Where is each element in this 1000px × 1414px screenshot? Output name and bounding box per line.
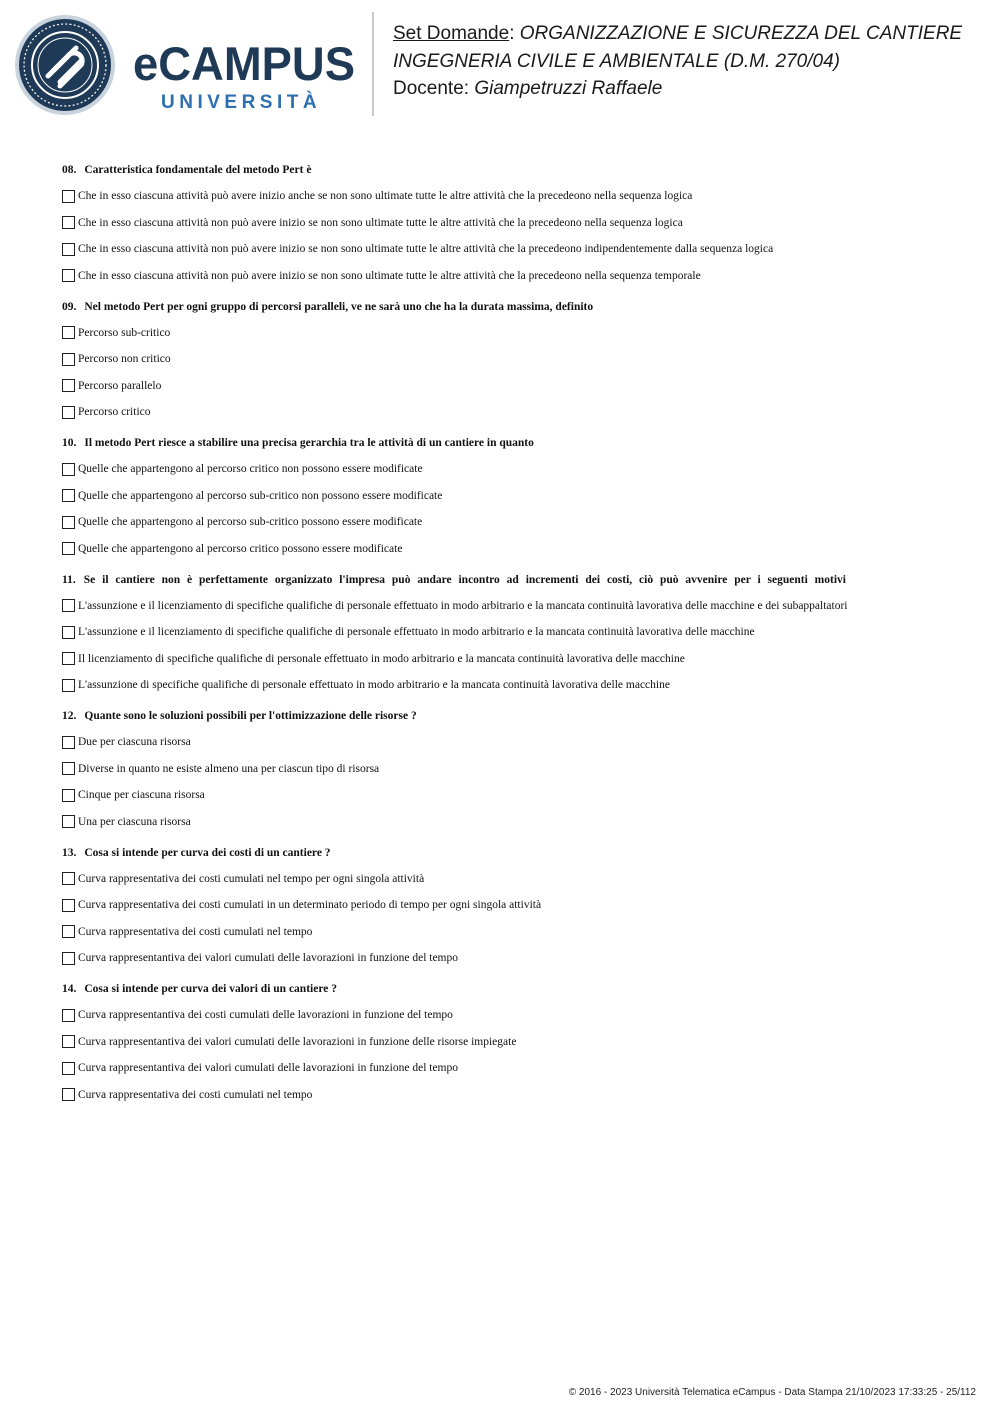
question-number: 12. xyxy=(62,710,77,722)
answer-option[interactable] xyxy=(62,188,962,204)
checkbox[interactable] xyxy=(62,789,75,802)
answer-option[interactable] xyxy=(62,787,962,803)
checkbox[interactable] xyxy=(62,190,75,203)
option-label: Che in esso ciascuna attività può avere inizio anche se non sono ultimate tutte le altre attività che la precedeono nella sequenza logica xyxy=(78,190,693,202)
answer-option[interactable] xyxy=(62,378,962,394)
checkbox[interactable] xyxy=(62,243,75,256)
option-label: Curva rappresentativa dei costi cumulati nel tempo per ogni singola attività xyxy=(78,872,425,885)
page-header xyxy=(0,0,1000,130)
header-divider xyxy=(372,12,374,116)
question-number: 09. xyxy=(62,300,77,313)
question-number: 08. xyxy=(62,164,77,176)
answer-option[interactable] xyxy=(62,514,962,530)
option-label: Percorso sub-critico xyxy=(78,326,171,339)
option-label: Che in esso ciascuna attività non può avere inizio se non sono ultimate tutte le altre attività che la precedeono indipendentemente dalla sequenza logica xyxy=(78,243,774,255)
course-title-line2: INGEGNERIA CIVILE E AMBIENTALE (D.M. 270/04) xyxy=(393,50,840,72)
course-title-line1: Set Domande: ORGANIZZAZIONE E SICUREZZA DEL CANTIERE xyxy=(393,23,963,44)
teacher-line xyxy=(393,75,993,103)
checkbox[interactable] xyxy=(62,652,75,665)
question-title xyxy=(62,981,962,997)
question-10 xyxy=(62,435,962,557)
question-number: 10. xyxy=(62,437,77,449)
answer-option[interactable] xyxy=(62,241,962,257)
question-title xyxy=(62,162,962,178)
checkbox[interactable] xyxy=(62,542,75,555)
answer-option[interactable] xyxy=(62,268,962,284)
answer-option[interactable] xyxy=(62,461,962,477)
checkbox[interactable] xyxy=(62,463,75,476)
question-title xyxy=(62,572,962,588)
answer-option[interactable] xyxy=(62,677,962,693)
answer-option[interactable] xyxy=(62,488,962,504)
checkbox[interactable] xyxy=(62,872,75,885)
option-label: Curva rappresentativa dei costi cumulati nel tempo xyxy=(78,1088,313,1101)
answer-option[interactable] xyxy=(62,950,962,966)
option-label: Due per ciascuna risorsa xyxy=(78,736,191,748)
option-label: Cinque per ciascuna risorsa xyxy=(78,789,205,801)
checkbox[interactable] xyxy=(62,762,75,775)
option-label: Una per ciascuna risorsa xyxy=(78,815,191,828)
option-label: Quelle che appartengono al percorso sub-critico non possono essere modificate xyxy=(78,489,443,502)
option-label: Curva rappresentantiva dei valori cumulati delle lavorazioni in funzione del tempo xyxy=(78,1062,459,1074)
option-label: Curva rappresentantiva dei valori cumulati delle lavorazioni in funzione del tempo xyxy=(78,952,459,964)
question-text: Caratteristica fondamentale del metodo Pert è xyxy=(84,164,312,176)
set-label: Set Domande xyxy=(393,23,510,44)
page-footer: © 2016 - 2023 Università Telematica eCampus - Data Stampa 21/10/2023 17:33:25 - 25/112 xyxy=(568,1387,976,1398)
option-label: Curva rappresentantiva dei valori cumulati delle lavorazioni in funzione delle risorse impiegate xyxy=(78,1035,517,1048)
question-09 xyxy=(62,299,962,421)
question-text: Quante sono le soluzioni possibili per l'ottimizzazione delle risorse ? xyxy=(84,710,417,722)
question-14 xyxy=(62,981,962,1103)
checkbox[interactable] xyxy=(62,269,75,282)
option-label: Quelle che appartengono al percorso sub-critico possono essere modificate xyxy=(78,516,423,528)
checkbox[interactable] xyxy=(62,489,75,502)
checkbox[interactable] xyxy=(62,516,75,529)
checkbox[interactable] xyxy=(62,899,75,912)
question-12 xyxy=(62,708,962,830)
answer-option[interactable] xyxy=(62,351,962,367)
answer-option[interactable] xyxy=(62,325,962,341)
option-label: Che in esso ciascuna attività non può avere inizio se non sono ultimate tutte le altre attività che la precedeono nella sequenza logica xyxy=(78,216,683,229)
checkbox[interactable] xyxy=(62,599,75,612)
question-title xyxy=(62,708,962,724)
answer-option[interactable] xyxy=(62,1060,962,1076)
question-text: Il metodo Pert riesce a stabilire una precisa gerarchia tra le attività di un cantiere in quanto xyxy=(84,437,534,449)
option-label: L'assunzione e il licenziamento di specifiche qualifiche di personale effettuato in modo arbitrario e la mancata continuità lavorativa delle macchine e dei subappaltatori xyxy=(78,599,848,612)
answer-option[interactable] xyxy=(62,541,962,557)
question-title xyxy=(62,845,962,861)
checkbox[interactable] xyxy=(62,1062,75,1075)
option-label: Percorso critico xyxy=(78,406,151,418)
checkbox[interactable] xyxy=(62,1035,75,1048)
option-label: Percorso parallelo xyxy=(78,379,162,392)
question-number: 14. xyxy=(62,983,77,995)
answer-option[interactable] xyxy=(62,814,962,830)
option-label: Il licenziamento di specifiche qualifiche di personale effettuato in modo arbitrario e la mancata continuità lavorativa delle macchine xyxy=(78,652,685,665)
answer-option[interactable] xyxy=(62,624,962,640)
checkbox[interactable] xyxy=(62,736,75,749)
checkbox[interactable] xyxy=(62,679,75,692)
answer-option[interactable] xyxy=(62,598,962,614)
checkbox[interactable] xyxy=(62,952,75,965)
question-text: Nel metodo Pert per ogni gruppo di percorsi paralleli, ve ne sarà uno che ha la durata massima, definito xyxy=(84,300,594,313)
question-13 xyxy=(62,845,962,967)
checkbox[interactable] xyxy=(62,925,75,938)
answer-option[interactable] xyxy=(62,734,962,750)
checkbox[interactable] xyxy=(62,626,75,639)
checkbox[interactable] xyxy=(62,216,75,229)
answer-option[interactable] xyxy=(62,215,962,231)
course-name: ORGANIZZAZIONE E SICUREZZA DEL CANTIERE xyxy=(519,23,963,44)
teacher-label: Docente: xyxy=(393,78,470,99)
option-label: Quelle che appartengono al percorso critico possono essere modificate xyxy=(78,542,403,555)
answer-option[interactable] xyxy=(62,871,962,887)
option-label: Quelle che appartengono al percorso critico non possono essere modificate xyxy=(78,463,423,475)
question-text: Se il cantiere non è perfettamente organizzato l'impresa può andare incontro ad incrementi dei costi, ciò può avvenire per i seguenti motivi xyxy=(83,573,846,586)
question-list xyxy=(62,162,962,1118)
question-number: 11. xyxy=(62,573,76,586)
ecampus-wordmark-logo xyxy=(133,36,358,114)
answer-option[interactable] xyxy=(62,924,962,940)
checkbox[interactable] xyxy=(62,1009,75,1022)
teacher-name: Giampetruzzi Raffaele xyxy=(474,78,663,99)
svg-text:eCAMPUS: eCAMPUS xyxy=(133,37,355,90)
option-label: L'assunzione e il licenziamento di specifiche qualifiche di personale effettuato in modo arbitrario e la mancata continuità lavorativa delle macchine xyxy=(78,626,755,638)
question-title xyxy=(62,299,962,315)
question-08 xyxy=(62,162,962,284)
question-11 xyxy=(62,572,962,694)
option-label: Diverse in quanto ne esiste almeno una per ciascun tipo di risorsa xyxy=(78,762,380,775)
checkbox[interactable] xyxy=(62,406,75,419)
option-label: Curva rappresentativa dei costi cumulati nel tempo xyxy=(78,925,313,938)
answer-option[interactable] xyxy=(62,1007,962,1023)
checkbox[interactable] xyxy=(62,815,75,828)
ecampus-seal-icon xyxy=(14,14,116,116)
checkbox[interactable] xyxy=(62,1088,75,1101)
checkbox[interactable] xyxy=(62,353,75,366)
answer-option[interactable] xyxy=(62,404,962,420)
question-title xyxy=(62,435,962,451)
answer-option[interactable] xyxy=(62,1087,962,1103)
answer-option[interactable] xyxy=(62,651,962,667)
checkbox[interactable] xyxy=(62,326,75,339)
option-label: Curva rappresentantiva dei costi cumulati delle lavorazioni in funzione del tempo xyxy=(78,1009,453,1021)
option-label: Curva rappresentativa dei costi cumulati in un determinato periodo di tempo per ogni singola attività xyxy=(78,899,542,911)
question-text: Cosa si intende per curva dei costi di un cantiere ? xyxy=(84,846,331,859)
option-label: Percorso non critico xyxy=(78,353,171,365)
question-number: 13. xyxy=(62,846,77,859)
question-text: Cosa si intende per curva dei valori di un cantiere ? xyxy=(84,983,337,995)
course-info xyxy=(393,20,993,103)
option-label: Che in esso ciascuna attività non può avere inizio se non sono ultimate tutte le altre attività che la precedeono nella sequenza temporale xyxy=(78,269,701,282)
option-label: L'assunzione di specifiche qualifiche di personale effettuato in modo arbitrario e la mancata continuità lavorativa delle macchine xyxy=(78,679,670,691)
answer-option[interactable] xyxy=(62,1034,962,1050)
answer-option[interactable] xyxy=(62,897,962,913)
checkbox[interactable] xyxy=(62,379,75,392)
answer-option[interactable] xyxy=(62,761,962,777)
svg-text:UNIVERSITÀ: UNIVERSITÀ xyxy=(161,92,322,113)
